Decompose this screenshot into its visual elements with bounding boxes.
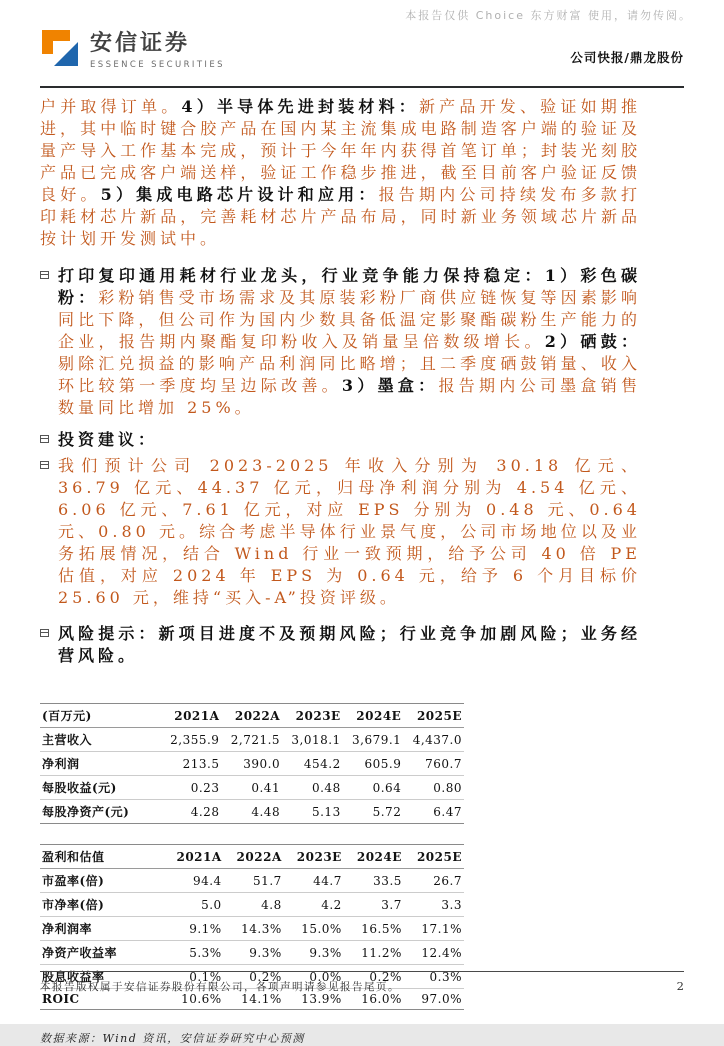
table-cell: 51.7 [253, 873, 282, 888]
column-header: 2025E [416, 849, 462, 864]
column-header: 2023E [296, 849, 342, 864]
paragraph-semiconductor-materials [40, 96, 641, 250]
data-source-note: 数据来源：Wind 资讯，安信证券研究中心预测 [40, 1032, 305, 1045]
table-cell: 213.5 [182, 756, 220, 771]
table-cell: 0.64 [372, 780, 402, 795]
report-type-label: 公司快报/鼎龙股份 [570, 50, 684, 65]
text-segment: 新产品开发、验证如期推进，其中临时键合胶产品在国内某主流集成电路制造客户端的验证及量产导入工作基本完成，预计于今年年内获得首笔订单；封装光刻胶产品已完成客户端送样，验证工作稳步推进，截至目前客户验证反馈良好。 [40, 97, 641, 204]
report-footer [40, 971, 684, 994]
table-cell: 2,721.5 [230, 732, 281, 747]
table-cell: 3.3 [441, 897, 462, 912]
copyright-disclaimer: 本报告版权属于安信证券股份有限公司，各项声明请参见报告尾页。 [40, 981, 400, 993]
table-row [40, 893, 464, 917]
table-cell: 44.7 [313, 873, 342, 888]
brand-name-en: ESSENCE SECURITIES [90, 60, 225, 70]
text-segment: 报告期内公司持续发布多款打印耗材芯片新品，完善耗材芯片产品布局，同时新业务领域芯片新品按计划开发测试中。 [40, 185, 641, 248]
table-cell: 14.1% [241, 992, 282, 1006]
text-segment: 风险提示：新项目进度不及预期风险；行业竞争加剧风险；业务经营风险。 [58, 624, 641, 665]
table-cell: 760.7 [425, 756, 462, 771]
table-cell: 5.3% [189, 945, 222, 960]
table-cell: 26.7 [433, 873, 462, 888]
table-cell: 3.7 [381, 897, 402, 912]
text-segment: 彩粉销售受市场需求及其原装彩粉厂商供应链恢复等因素影响同比下降，但公司作为国内少数具备低温定影聚酯碳粉生产能力的企业，报告期内聚酯复印粉收入及销量呈倍数级增长。 [58, 288, 641, 351]
paragraph-risk-warning [40, 623, 641, 667]
table-cell: 4.28 [190, 804, 220, 819]
row-label: 股息收益率 [42, 970, 105, 984]
table-cell: 4.48 [251, 804, 281, 819]
row-label: 净资产收益率 [42, 946, 118, 960]
row-label: 每股收益(元) [42, 781, 117, 795]
column-header: 2022A [236, 849, 282, 864]
table-cell: 15.0% [301, 921, 342, 936]
table-cell: 454.2 [303, 756, 341, 771]
text-segment: 户并取得订单。 [40, 97, 182, 116]
row-label: 主营收入 [42, 733, 93, 747]
table-row [40, 752, 464, 776]
column-header: 2021A [174, 708, 220, 723]
section-bullet-icon [40, 271, 49, 279]
section-bullet-icon [40, 629, 49, 637]
table-cell: 0.48 [311, 780, 341, 795]
table-cell: 5.13 [311, 804, 341, 819]
column-header: 2024E [356, 849, 402, 864]
table-cell: 2,355.9 [170, 732, 220, 747]
table-cell: 0.2% [249, 969, 282, 984]
table-cell: 4,437.0 [412, 732, 462, 747]
text-segment: 3）墨盒： [341, 376, 439, 395]
text-segment: 2）硒鼓： [544, 332, 641, 351]
header-divider [40, 86, 684, 88]
table-cell: 11.2% [361, 945, 402, 960]
table-cell: 94.4 [192, 873, 222, 888]
report-header [40, 26, 684, 70]
row-label: 净利润率 [42, 922, 93, 936]
table-row [40, 800, 464, 824]
table-cell: 17.1% [421, 921, 462, 936]
table-cell: 12.4% [421, 945, 462, 960]
row-label: 净利润 [42, 757, 80, 771]
table-row [40, 869, 464, 893]
text-segment: 投资建议： [58, 430, 159, 449]
table-row [40, 728, 464, 752]
table-cell: 0.80 [433, 780, 462, 795]
column-header: 2024E [356, 708, 402, 723]
text-segment: 4）半导体先进封装材料： [181, 97, 419, 116]
logo-orange-shape [42, 30, 70, 54]
table-cell: 3,018.1 [291, 732, 341, 747]
table-cell: 390.0 [243, 756, 281, 771]
brand-name-cn: 安信证券 [90, 31, 191, 56]
table-cell: 0.0% [309, 969, 342, 984]
column-header: 2025E [416, 708, 462, 723]
column-header: 2022A [234, 708, 281, 723]
logo-blue-shape [54, 42, 78, 66]
text-segment: 打印复印通用耗材行业龙头，行业竞争能力保持稳定：1）彩色碳粉： [58, 266, 641, 307]
table-row [40, 776, 464, 800]
table-row [40, 917, 464, 941]
table-cell: 16.5% [361, 921, 402, 936]
table-cell: 3,679.1 [352, 732, 402, 747]
financial-summary-table [40, 703, 464, 824]
row-label: ROIC [42, 992, 80, 1006]
table-cell: 0.41 [251, 780, 281, 795]
table-cell: 13.9% [301, 992, 342, 1006]
row-label: 市盈率(倍) [42, 874, 105, 888]
paragraph-investment-advice-heading [40, 429, 641, 451]
text-segment: 5）集成电路芯片设计和应用： [100, 185, 379, 204]
table-cell: 0.23 [190, 780, 220, 795]
table-cell: 9.3% [249, 945, 282, 960]
page-number: 2 [676, 979, 684, 993]
table-cell: 14.3% [241, 921, 282, 936]
column-header: (百万元) [42, 709, 92, 723]
column-header: 盈利和估值 [42, 850, 105, 864]
brand-block [40, 26, 225, 70]
paragraph-forecast [40, 455, 641, 609]
column-header: 2021A [176, 849, 222, 864]
table-cell: 16.0% [361, 992, 402, 1006]
table-cell: 9.1% [189, 921, 222, 936]
text-segment: 我们预计公司 2023-2025 年收入分别为 30.18 亿元、36.79 亿元、44.37 亿元，归母净利润分别为 4.54 亿元、6.06 亿元、7.61 亿元，对应 EPS 分别为 0.48 元、0.64 元、0.80 元。综合考虑半导体行业景气度，公司市场地位以及业务拓展情况，结合 Wind 行业一致预期，给予公司 40 倍 PE 估值，对应 2024 年 EPS 为 0.64 元，给予 6 个月目标价 25.60 元，维持“买入-A”投资评级。 [58, 456, 641, 607]
table-row [40, 941, 464, 965]
row-label: 市净率(倍) [42, 898, 105, 912]
text-segment: 报告期内公司墨盒销售数量同比增加 25%。 [58, 376, 641, 417]
report-body [40, 96, 641, 1046]
column-header: 2023E [295, 708, 341, 723]
table-header-row [40, 704, 464, 728]
table-cell: 5.72 [372, 804, 402, 819]
table-cell: 9.3% [309, 945, 342, 960]
paragraph-consumables-leader [40, 265, 641, 419]
section-bullet-icon [40, 435, 49, 443]
brand-text [90, 26, 225, 70]
table-cell: 33.5 [373, 873, 402, 888]
table-cell: 4.2 [321, 897, 342, 912]
table-cell: 6.47 [433, 804, 462, 819]
table-header-row [40, 845, 464, 869]
distribution-watermark: 本报告仅供 Choice 东方财富 使用，请勿传阅。 [405, 9, 692, 22]
text-segment: 剔除汇兑损益的影响产品利润同比略增；且二季度硒鼓销量、收入环比较第一季度均呈边际改善。 [58, 354, 641, 395]
table-cell: 0.3% [429, 969, 462, 984]
table-cell: 605.9 [364, 756, 402, 771]
essence-logo-icon [40, 28, 80, 68]
table-cell: 0.1% [189, 969, 222, 984]
table-cell: 97.0% [421, 992, 462, 1006]
row-label: 每股净资产(元) [42, 805, 130, 819]
table-cell: 10.6% [181, 992, 222, 1006]
table-cell: 5.0 [201, 897, 222, 912]
table-cell: 0.2% [369, 969, 402, 984]
section-bullet-icon [40, 461, 49, 469]
table-cell: 4.8 [261, 897, 282, 912]
